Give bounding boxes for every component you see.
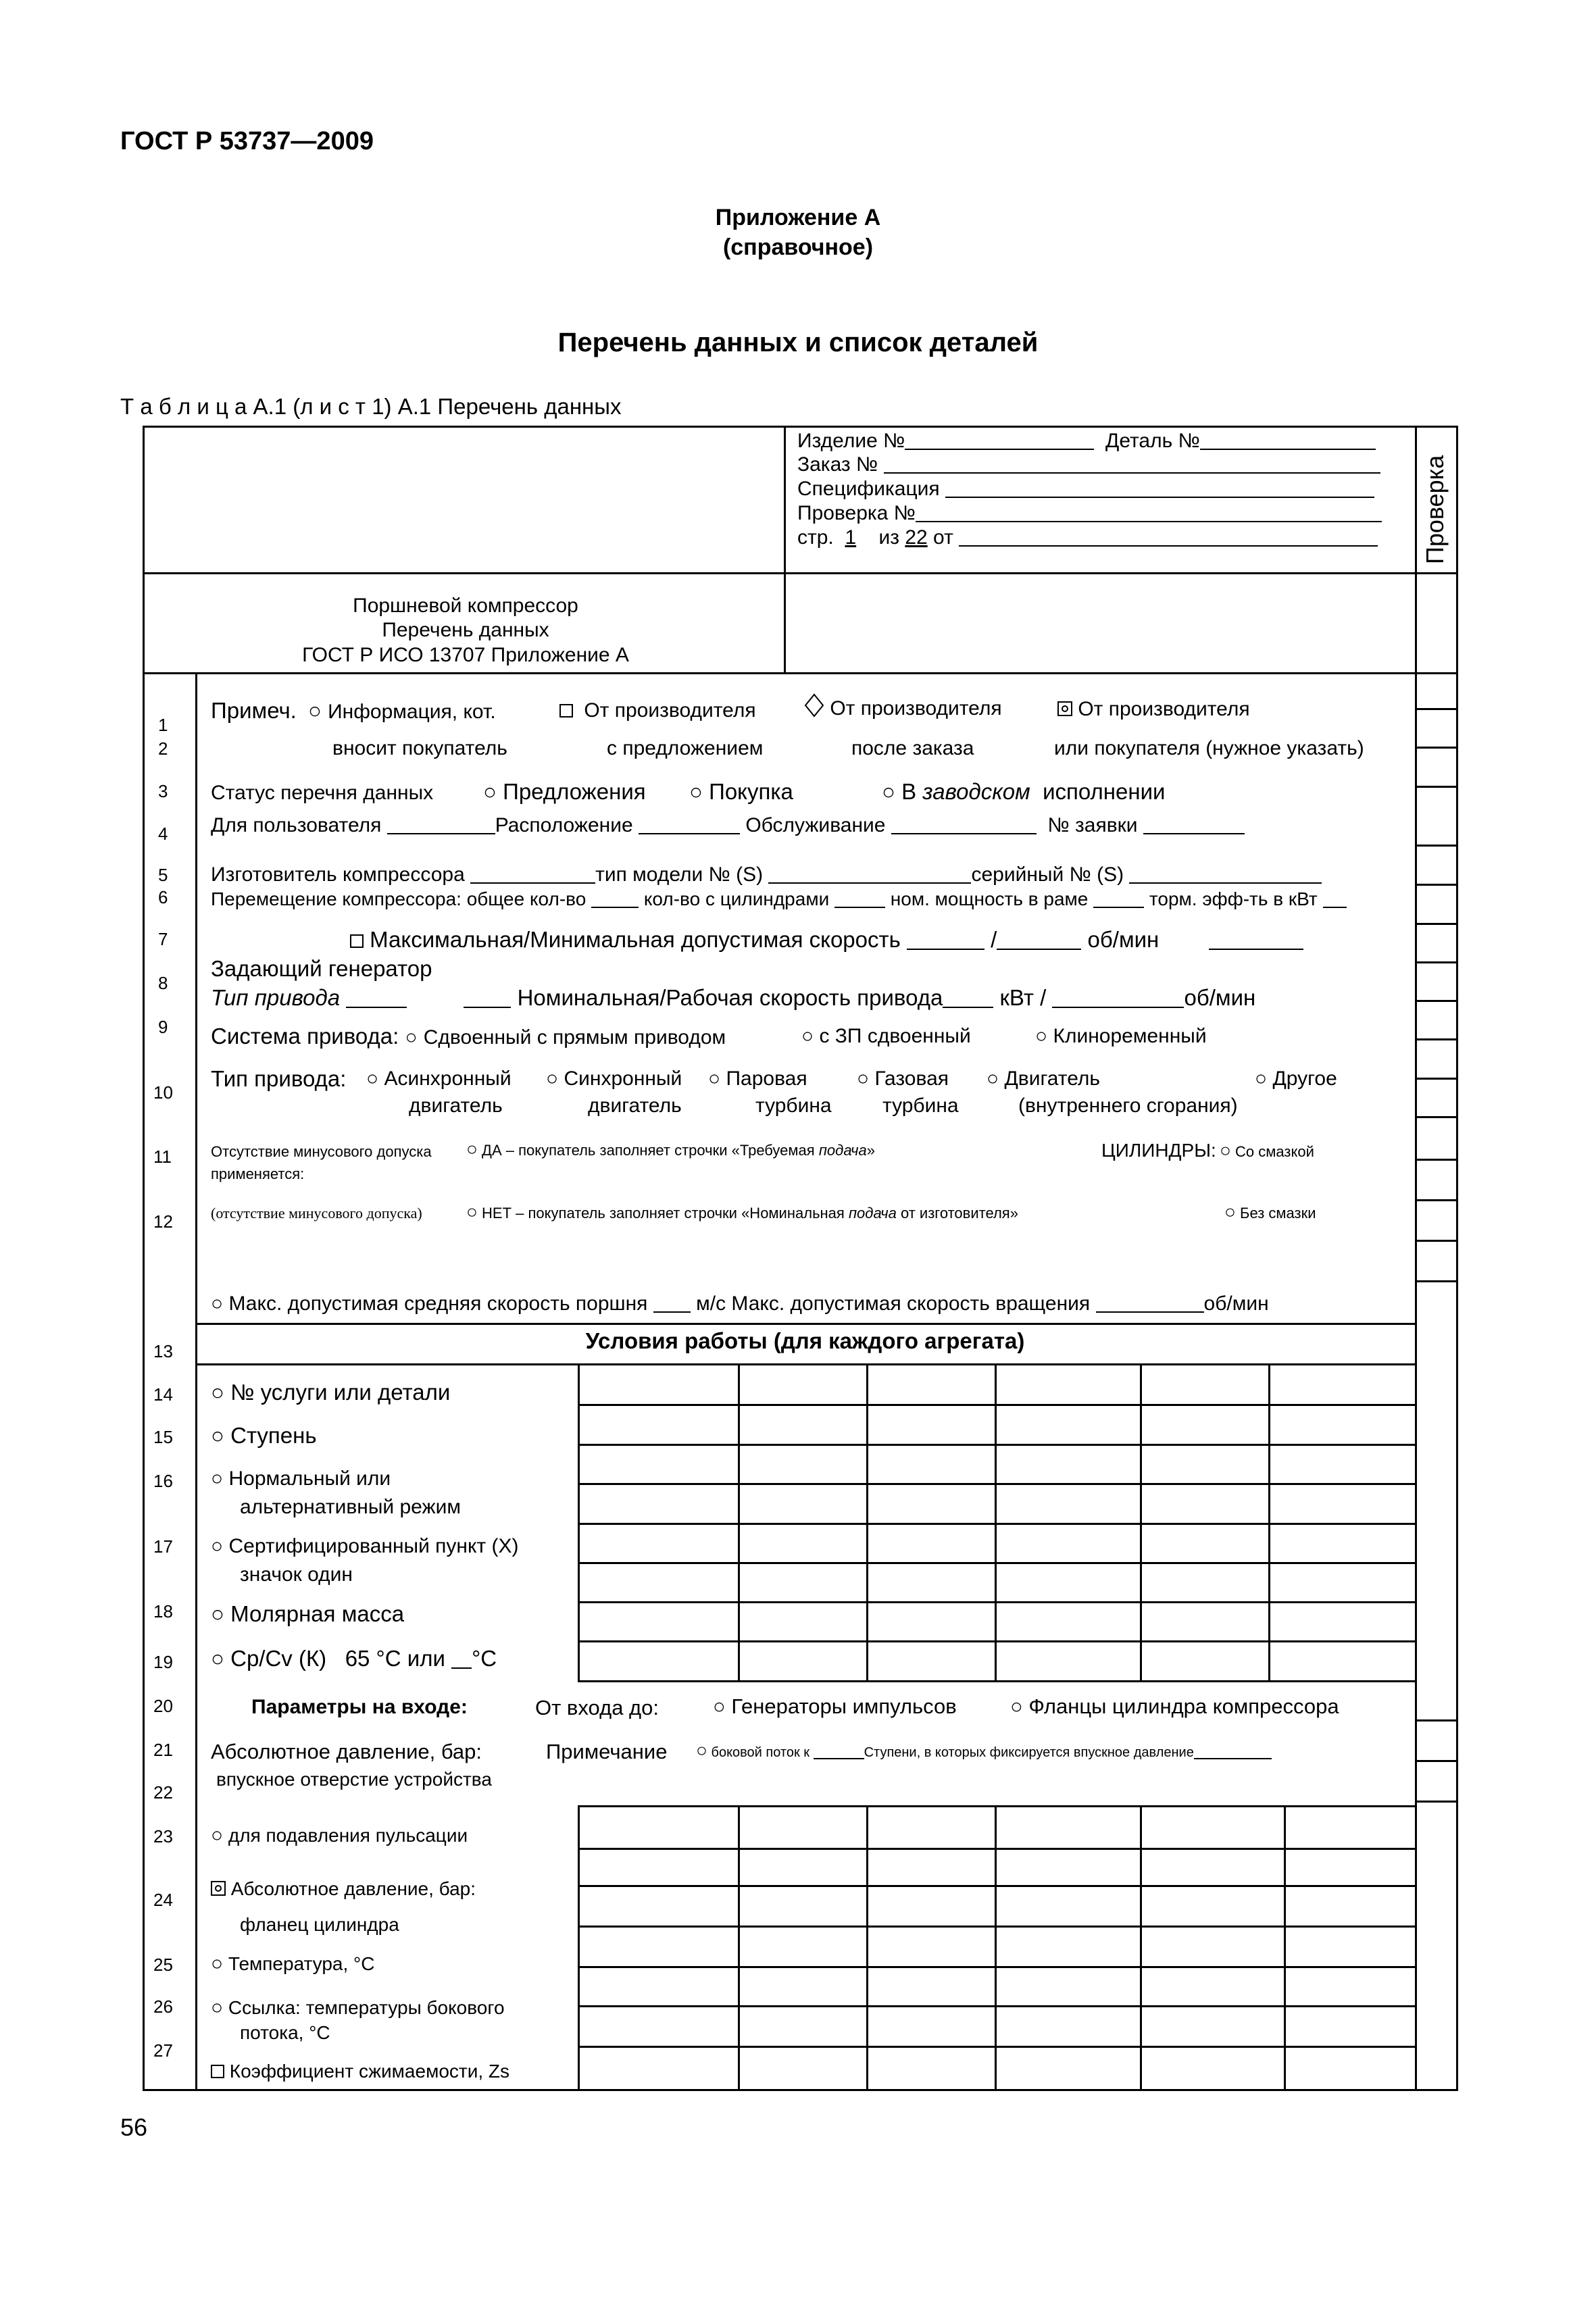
option-label: двигатель (588, 1095, 682, 1117)
row-2-a: вносит покупатель (332, 737, 507, 759)
spec-field[interactable] (945, 479, 1374, 498)
field-label: об/мин (1203, 1292, 1269, 1315)
radio-icon[interactable]: ○ (211, 1380, 224, 1405)
field-label: Тип привода (211, 985, 341, 1010)
row-number: 2 (158, 738, 168, 759)
row-number: 20 (153, 1696, 173, 1716)
pulse-generator-option[interactable]: ○ Генераторы импульсов (713, 1694, 957, 1718)
option-label: от изготовителя» (900, 1205, 1018, 1222)
proverka-field[interactable] (916, 503, 1382, 522)
check-column-label: Проверка (1421, 455, 1449, 564)
option-label: Асинхронный (384, 1067, 512, 1090)
appendix-type: (справочное) (722, 234, 874, 260)
rotation-speed-field[interactable] (1096, 1294, 1204, 1313)
appendix-title: Приложение А (715, 205, 881, 230)
lubricated-option[interactable]: ○ Со смазкой (1220, 1140, 1314, 1161)
row-number: 3 (158, 781, 168, 801)
page-iz-value: 22 (905, 526, 928, 549)
option-label: подача (848, 1205, 897, 1222)
max-speed-field[interactable] (907, 931, 984, 950)
row-1-b (559, 699, 756, 722)
row-2-c: после заказа (851, 737, 974, 759)
field-label: серийный № (S) (971, 863, 1124, 886)
page-ot-field[interactable] (959, 528, 1378, 547)
checkbox-icon[interactable] (350, 934, 364, 948)
row-number: 7 (158, 929, 168, 949)
total-field[interactable] (591, 893, 639, 908)
drive-async[interactable]: ○ Асинхронный (366, 1067, 512, 1090)
temp-field[interactable] (451, 1650, 472, 1669)
drive-gas[interactable]: ○ Газовая (857, 1067, 949, 1090)
row-15 (211, 1423, 317, 1449)
row-24 (211, 1878, 476, 1900)
drive-speed-field[interactable] (943, 989, 993, 1008)
operating-conditions-heading: Условия работы (для каждого агрегата) (585, 1328, 1025, 1353)
option-label: НЕТ – покупатель заполняет строчки «Номинальная (482, 1205, 845, 1222)
request-field[interactable] (1143, 815, 1245, 834)
row-number: 27 (153, 2040, 173, 2061)
row-number: 18 (153, 1601, 173, 1621)
row-label: Сертифицированный пункт (X) (228, 1535, 519, 1557)
row-18 (211, 1601, 404, 1627)
row-number: 21 (153, 1740, 173, 1760)
option-label: » (866, 1142, 875, 1159)
row-label: Cp/Cv (К) (230, 1646, 327, 1671)
inlet-opening-label: впускное отверстие устройства (216, 1769, 492, 1790)
row-label: Нормальный или (228, 1467, 391, 1490)
brake-field[interactable] (1323, 893, 1347, 908)
side-stream-field[interactable] (814, 1744, 864, 1759)
row-5 (211, 863, 1322, 886)
field-label: Макс. допустимая средняя скорость поршня (228, 1292, 648, 1315)
option-label: Покупка (709, 779, 793, 804)
row-number: 14 (153, 1384, 173, 1405)
option-label: ДА – покупатель заполняет строчки «Требуемая (482, 1142, 815, 1159)
row-10 (211, 1066, 346, 1092)
izdelie-field[interactable] (905, 431, 1094, 450)
row-number: 5 (158, 865, 168, 885)
cylinder-flange-option[interactable]: ○ Фланцы цилиндра компрессора (1010, 1694, 1339, 1718)
row-label: альтернативный режим (240, 1496, 461, 1518)
table-caption: Т а б л и ц а А.1 (л и с т 1) А.1 Перечень данных (120, 394, 622, 419)
tolerance-no[interactable] (466, 1201, 1018, 1223)
row-16 (211, 1467, 391, 1490)
spec-label: Спецификация (797, 478, 940, 500)
row-label: фланец цилиндра (240, 1914, 399, 1935)
row-label: Ступень (230, 1423, 317, 1448)
option-label: От производителя (830, 697, 1002, 720)
row-number: 23 (153, 1826, 173, 1846)
row-label: Температура, °С (228, 1953, 375, 1974)
row-8 (211, 985, 1255, 1011)
field-label: кВт / (999, 985, 1047, 1010)
status-label: Статус перечня данных (211, 782, 434, 804)
drive-field-2[interactable] (464, 989, 511, 1008)
from-inlet-label: От входа до: (535, 1696, 659, 1719)
row-number: 19 (153, 1652, 173, 1672)
option-label: турбина (882, 1095, 959, 1117)
row-23 (211, 1824, 468, 1847)
extra-field[interactable] (1209, 931, 1303, 950)
option-label: Паровая (726, 1067, 807, 1090)
page-str-value: 1 (845, 526, 857, 549)
row-number: 15 (153, 1427, 173, 1447)
row-19 (211, 1646, 497, 1671)
cylinders-field[interactable] (834, 893, 885, 908)
inlet-params-label: Параметры на входе: (251, 1696, 468, 1718)
title-line-2: Перечень данных (382, 619, 549, 641)
row-number: 17 (153, 1536, 173, 1557)
page-iz-label: из (878, 526, 899, 549)
drive-option-belt[interactable]: ○ Клиноременный (1035, 1025, 1207, 1047)
row-17 (211, 1535, 519, 1558)
field-label: Система привода: (211, 1024, 399, 1049)
row-label: °С (472, 1646, 497, 1671)
title-line-1: Поршневой компрессор (353, 595, 578, 617)
abs-pressure-label: Абсолютное давление, бар: (211, 1740, 482, 1763)
manufacturer-field[interactable] (470, 865, 595, 884)
proverka-label: Проверка № (797, 502, 916, 524)
radio-icon[interactable]: ○ (405, 1026, 418, 1049)
row-max-speed (211, 1292, 1269, 1315)
option-label: Фланцы цилиндра компрессора (1028, 1694, 1339, 1718)
option-label: Со смазкой (1235, 1143, 1314, 1160)
cylinders-label: ЦИЛИНДРЫ: (1101, 1140, 1216, 1161)
option-label: Ступени, в которых фиксируется впускное давление (864, 1745, 1194, 1760)
row-label: потока, °С (240, 2022, 330, 2043)
radio-icon[interactable]: ○ (211, 1535, 224, 1557)
checkbox-icon[interactable] (211, 2065, 224, 2078)
row-number: 26 (153, 1996, 173, 2017)
row-label: Коэффициент сжимаемости, Zs (229, 2061, 510, 2082)
radio-icon[interactable]: ○ (696, 1740, 707, 1761)
detal-field[interactable] (1200, 431, 1376, 450)
title-line-3: ГОСТ Р ИСО 13707 Приложение А (302, 644, 629, 666)
drive-option-gear[interactable]: ○ с ЗП сдвоенный (801, 1025, 971, 1047)
note-label: Примечание (546, 1740, 668, 1763)
row-label: для подавления пульсации (228, 1825, 468, 1846)
field-label: об/мин (1087, 927, 1159, 952)
status-option-proposal[interactable]: ○ Предложения (483, 779, 646, 804)
field-label: кол-во с цилиндрами (643, 888, 830, 909)
piston-speed-field[interactable] (653, 1294, 691, 1313)
diamond-icon[interactable] (804, 693, 824, 718)
option-label: турбина (755, 1095, 832, 1117)
document-code: ГОСТ Р 53737—2009 (120, 127, 374, 155)
row-number: 13 (153, 1341, 173, 1361)
field-label: об/мин (1184, 985, 1256, 1010)
drive-other[interactable]: ○ Другое (1255, 1067, 1337, 1090)
option-label: Клиноременный (1053, 1025, 1207, 1047)
option-label: Предложения (503, 779, 646, 804)
izdelie-label: Изделие № (797, 430, 905, 452)
field-label: м/с Макс. допустимая скорость вращения (696, 1292, 1091, 1315)
field-label: Обслуживание (745, 814, 886, 836)
row-4 (211, 814, 1245, 837)
row-label: значок один (240, 1563, 353, 1586)
field-label: / (991, 927, 997, 952)
status-option-factory[interactable]: ○ В заводском исполнении (882, 779, 1166, 804)
option-label: двигатель (409, 1095, 503, 1117)
option-label: исполнении (1043, 779, 1166, 804)
row-number: 22 (153, 1782, 173, 1803)
row-number: 11 (153, 1147, 172, 1167)
row-label: № услуги или детали (230, 1380, 451, 1405)
option-label: Сдвоенный с прямым приводом (423, 1026, 726, 1049)
drive-steam[interactable]: ○ Паровая (708, 1067, 807, 1090)
radio-icon: ○ (466, 1201, 478, 1222)
checked-box-icon[interactable] (211, 1881, 226, 1896)
section-title: Перечень данных и список деталей (557, 328, 1039, 357)
row-number: 8 (158, 973, 168, 993)
option-label: От производителя (1078, 698, 1250, 720)
radio-icon[interactable]: ○ (211, 1467, 224, 1490)
field-label: ном. мощность в раме (890, 888, 1089, 909)
radio-icon[interactable]: ○ (211, 1953, 224, 1975)
row-number: 6 (158, 887, 168, 907)
option-label: Синхронный (564, 1067, 682, 1090)
radio-icon[interactable]: ○ (211, 1292, 224, 1315)
radio-icon[interactable]: ○ (307, 698, 322, 723)
status-option-purchase[interactable]: ○ Покупка (689, 779, 793, 804)
row-label: Ссылка: температуры бокового (228, 1997, 505, 2018)
row-26 (211, 1996, 505, 2019)
drive-engine[interactable]: ○ Двигатель (987, 1067, 1101, 1090)
option-label: боковой поток к (711, 1745, 810, 1760)
option-label: Информация, кот. (328, 701, 496, 723)
master-generator-label: Задающий генератор (211, 956, 432, 981)
zakaz-field[interactable] (884, 455, 1380, 474)
row-number: 24 (153, 1890, 173, 1910)
option-label: В (901, 779, 917, 804)
min-speed-field[interactable] (997, 931, 1081, 950)
row-number: 10 (153, 1082, 173, 1103)
tolerance-label-2: применяется: (211, 1165, 305, 1182)
service-field[interactable] (891, 815, 1037, 834)
user-field[interactable] (387, 815, 495, 834)
row-label: 65 °С или (345, 1646, 445, 1671)
page-str-label: стр. (797, 526, 834, 549)
row-2-b: с предложением (607, 737, 764, 759)
field-label: Перемещение компрессора: общее кол-во (211, 888, 587, 909)
option-label: подача (818, 1142, 867, 1159)
page-number: 56 (120, 2113, 148, 2141)
stage-field[interactable] (1194, 1744, 1272, 1759)
row-number: 4 (158, 824, 168, 844)
row-number: 25 (153, 1955, 173, 1975)
field-label: № заявки (1047, 814, 1138, 836)
row-7 (350, 927, 1303, 953)
field-label: Номинальная/Рабочая скорость привода (517, 985, 943, 1010)
row-25 (211, 1953, 374, 1976)
checked-box-icon[interactable] (1057, 701, 1072, 716)
checkbox-icon[interactable] (559, 704, 573, 718)
zakaz-label: Заказ № (797, 453, 878, 476)
field-label: торм. эфф-ть в кВт (1149, 888, 1318, 909)
field-label: тип модели № (S) (595, 863, 764, 886)
rated-power-field[interactable] (1093, 893, 1144, 908)
field-label: Для пользователя (211, 814, 382, 836)
row-27 (211, 2061, 509, 2082)
rpm-field[interactable] (1052, 989, 1184, 1008)
option-label: Другое (1272, 1067, 1337, 1090)
drive-sync[interactable]: ○ Синхронный (546, 1067, 682, 1090)
row-9 (211, 1024, 726, 1049)
row-number: 16 (153, 1471, 173, 1491)
row-label: Абсолютное давление, бар: (230, 1878, 476, 1899)
option-label: с ЗП сдвоенный (819, 1025, 971, 1047)
row-1 (211, 698, 496, 724)
row-number: 9 (158, 1017, 168, 1037)
field-label: Изготовитель компрессора (211, 863, 465, 886)
non-lubricated-option[interactable]: ○ Без смазки (1224, 1201, 1316, 1222)
model-field[interactable] (768, 865, 971, 884)
radio-icon: ○ (466, 1138, 478, 1159)
row-14 (211, 1380, 450, 1405)
radio-icon[interactable]: ○ (211, 1646, 224, 1671)
tolerance-yes[interactable] (466, 1138, 875, 1160)
option-label: Двигатель (1004, 1067, 1101, 1090)
radio-icon[interactable]: ○ (211, 1601, 224, 1626)
radio-icon[interactable]: ○ (211, 1996, 224, 2019)
option-label: Газовая (874, 1067, 949, 1090)
location-field[interactable] (639, 815, 740, 834)
tolerance-note: (отсутствие минусового допуска) (211, 1205, 422, 1222)
serial-field[interactable] (1129, 865, 1322, 884)
radio-icon[interactable]: ○ (211, 1824, 224, 1846)
row-label: Молярная масса (230, 1601, 405, 1626)
field-label: Тип привода: (211, 1066, 347, 1091)
field-label: Расположение (495, 814, 633, 836)
row-1-c (804, 693, 1002, 720)
tolerance-label: Отсутствие минусового допуска (211, 1143, 432, 1160)
option-label: От производителя (584, 699, 756, 722)
row-number: 12 (153, 1211, 173, 1232)
detal-label: Деталь № (1105, 430, 1200, 452)
side-stream-option (696, 1740, 1272, 1761)
radio-icon[interactable]: ○ (211, 1423, 224, 1448)
drive-type-field[interactable] (346, 989, 407, 1008)
option-label: Без смазки (1240, 1205, 1316, 1222)
row-6 (211, 888, 1347, 910)
row-2-d: или покупателя (нужное указать) (1054, 737, 1364, 759)
field-label: Максимальная/Минимальная допустимая скорость (370, 927, 901, 952)
option-label: Генераторы импульсов (731, 1694, 957, 1718)
option-label: заводском (922, 779, 1030, 804)
row-1-d (1057, 698, 1250, 721)
note-label: Примеч. (211, 698, 297, 723)
option-label: (внутреннего сгорания) (1018, 1095, 1238, 1117)
page-ot-label: от (933, 526, 953, 549)
row-number: 1 (158, 715, 168, 735)
